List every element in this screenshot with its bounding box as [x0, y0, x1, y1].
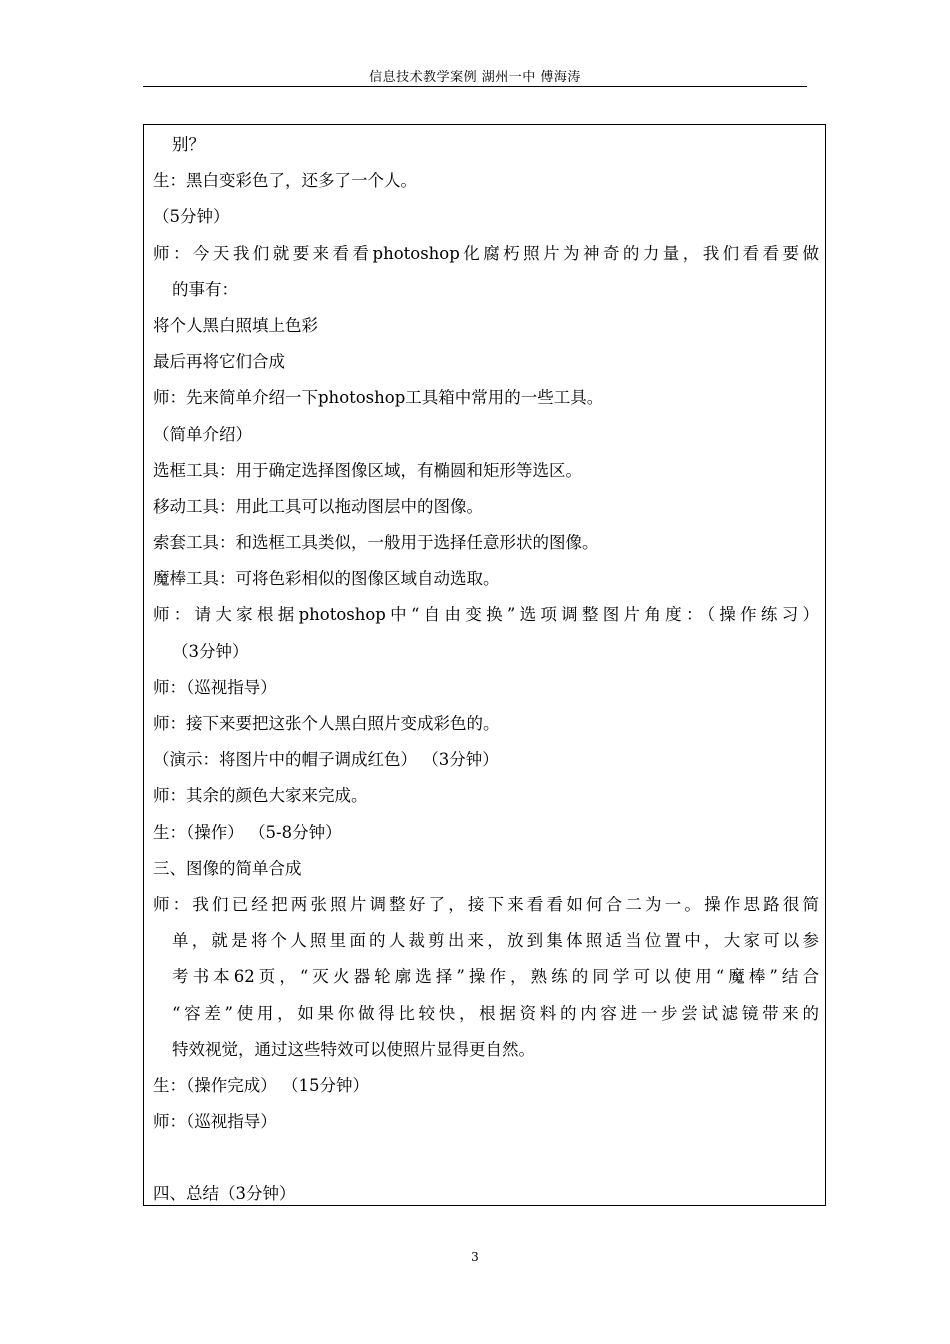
- blank-line: [153, 1140, 819, 1176]
- text-line: 师：（巡视指导）: [153, 1112, 277, 1132]
- text-line: 的事有：: [172, 279, 238, 299]
- text-line: 生：黑白变彩色了，还多了一个人。: [153, 171, 417, 191]
- section-heading: 四、总结（3分钟）: [153, 1184, 296, 1204]
- header-rule: [143, 86, 807, 87]
- text-line: 生：（操作） （5-8分钟）: [153, 822, 342, 842]
- text-line: 最后再将它们合成: [153, 352, 285, 372]
- text-line: 别？: [172, 135, 205, 154]
- text-line: 索套工具：和选框工具类似，一般用于选择任意形状的图像。: [153, 533, 599, 553]
- text-line: “容差”使用，如果你做得比较快，根据资料的内容进一步尝试滤镜带来的: [172, 1003, 819, 1023]
- text-line: 师：我们已经把两张照片调整好了，接下来看看如何合二为一。操作思路很简: [153, 894, 819, 914]
- text-line: 特效视觉，通过这些特效可以使照片显得更自然。: [172, 1039, 535, 1059]
- text-line: 师：其余的颜色大家来完成。: [153, 786, 368, 806]
- text-line: 师：接下来要把这张个人黑白照片变成彩色的。: [153, 714, 500, 733]
- text-line: 移动工具：用此工具可以拖动图层中的图像。: [153, 496, 483, 516]
- text-line: 单，就是将个人照里面的人裁剪出来，放到集体照适当位置中，大家可以参: [172, 931, 819, 951]
- page-number: 3: [471, 1250, 479, 1264]
- text-line: 将个人黑白照填上色彩: [153, 315, 318, 335]
- text-line: （5分钟）: [153, 207, 230, 227]
- text-line: 生：（操作完成） （15分钟）: [153, 1075, 369, 1095]
- lesson-body: [153, 127, 819, 1213]
- text-line: 师：先来简单介绍一下photoshop工具箱中常用的一些工具。: [153, 388, 604, 408]
- text-line: （简单介绍）: [153, 424, 252, 444]
- text-line: （3分钟）: [172, 641, 249, 661]
- page-header: 信息技术教学案例 湖州一中 傅海涛: [369, 70, 581, 85]
- text-line: 师：今天我们就要来看看photoshop化腐朽照片为神奇的力量，我们看看要做: [153, 243, 819, 263]
- text-line: 考书本62页，“灭火器轮廓选择”操作，熟练的同学可以使用“魔棒”结合: [172, 967, 819, 987]
- text-line: 师：请大家根据photoshop中“自由变换”选项调整图片角度：（操作练习）: [153, 605, 819, 625]
- section-heading: 三、图像的简单合成: [153, 858, 302, 878]
- text-line: 师：（巡视指导）: [153, 677, 277, 697]
- text-line: （演示：将图片中的帽子调成红色） （3分钟）: [153, 750, 499, 770]
- text-line: 选框工具：用于确定选择图像区域，有椭圆和矩形等选区。: [153, 460, 582, 480]
- text-line: 魔棒工具：可将色彩相似的图像区域自动选取。: [153, 569, 500, 589]
